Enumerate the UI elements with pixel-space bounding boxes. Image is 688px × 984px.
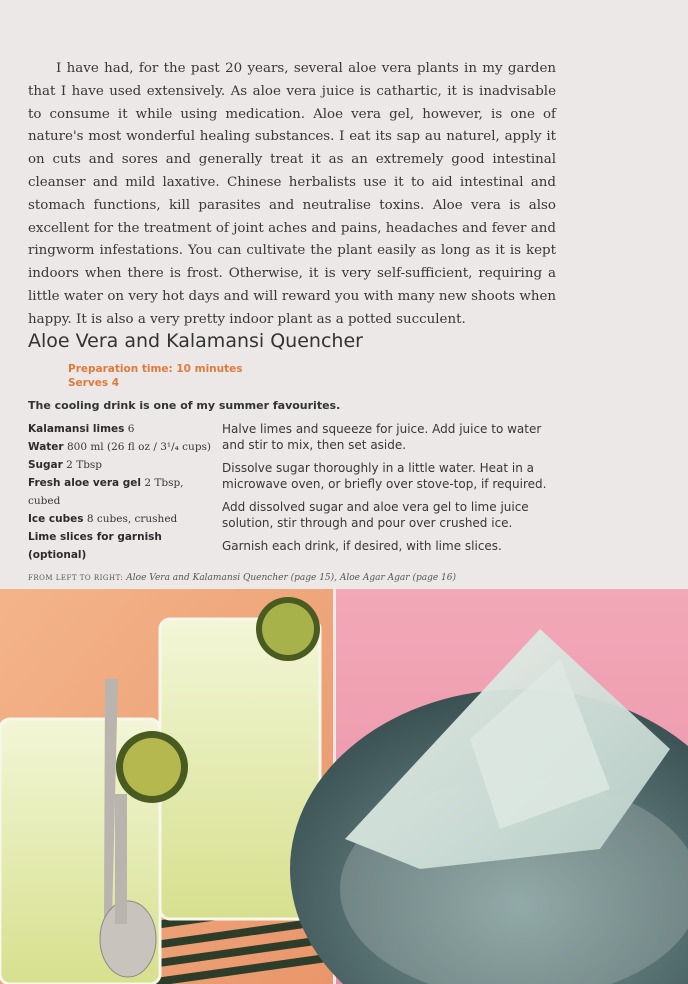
ingredient-item [28, 420, 218, 438]
ingredient-qty: 800 ml (26 fl oz / 3¹/₄ cups) [66, 441, 212, 453]
serves: Serves 4 [68, 377, 120, 389]
ingredient-item [28, 510, 218, 528]
intro-paragraph: I have had, for the past 20 years, several aloe vera plants in my garden that I have used extensively. As aloe vera juice is cathartic, it is inadvisable to consume it while using medication. Aloe vera gel, however, is one of nature's most wonderful healing substances. I eat its sap au naturel, apply it on cuts and sores and generally treat it as an extremely good intestinal cleanser and mild laxative. Chinese herbalists use it to aid intestinal and stomach functions, kill parasites and neutralise toxins. Aloe vera is also excellent for the treatment of joint aches and pains, headaches and fever and ringworm infestations. You can cultivate the plant easily as long as it is kept indoors when there is frost. Otherwise, it is very self-sufficient, requiring a little water on very hot days and will reward you with many new shoots when happy. It is also a very pretty indoor plant as a potted succulent. [28, 61, 556, 327]
photo-caption [28, 573, 456, 583]
recipe-tagline: The cooling drink is one of my summer favourites. [28, 399, 341, 412]
method-step: Garnish each drink, if desired, with lime slices. [222, 539, 502, 553]
agar-photo [290, 589, 688, 984]
ingredient-item [28, 474, 218, 510]
ingredient-name: Fresh aloe vera gel [28, 477, 141, 489]
method-step: Add dissolved sugar and aloe vera gel to lime juice solution, stir through and pour over crushed ice. [222, 500, 529, 530]
ingredient-name: Water [28, 441, 64, 453]
ingredient-qty: 8 cubes, crushed [86, 513, 178, 525]
ingredient-name: Kalamansi limes [28, 423, 125, 435]
caption-lead: FROM LEFT TO RIGHT: [28, 574, 124, 582]
recipe-meta [68, 362, 243, 390]
ingredient-qty: 2 Tbsp [66, 459, 103, 471]
ingredient-name: Lime slices for garnish (optional) [28, 531, 162, 561]
drinks-photo [0, 589, 333, 984]
method-steps [222, 421, 558, 561]
ingredient-item [28, 528, 218, 564]
caption-text: Aloe Vera and Kalamansi Quencher (page 15), Aloe Agar Agar (page 16) [126, 573, 456, 583]
recipe-title: Aloe Vera and Kalamansi Quencher [28, 330, 363, 352]
ingredient-qty: 6 [127, 423, 135, 435]
photo-strip [0, 589, 688, 984]
ingredient-list [28, 420, 218, 564]
ingredient-qty: 2 Tbsp, cubed [28, 477, 184, 507]
ingredient-item [28, 456, 218, 474]
method-step: Dissolve sugar thoroughly in a little water. Heat in a microwave oven, or briefly over stove-top, if required. [222, 461, 547, 491]
ingredient-name: Ice cubes [28, 513, 84, 525]
ingredient-name: Sugar [28, 459, 63, 471]
method-step: Halve limes and squeeze for juice. Add juice to water and stir to mix, then set aside. [222, 422, 542, 452]
ingredient-item [28, 438, 218, 456]
prep-time: Preparation time: 10 minutes [68, 363, 243, 375]
